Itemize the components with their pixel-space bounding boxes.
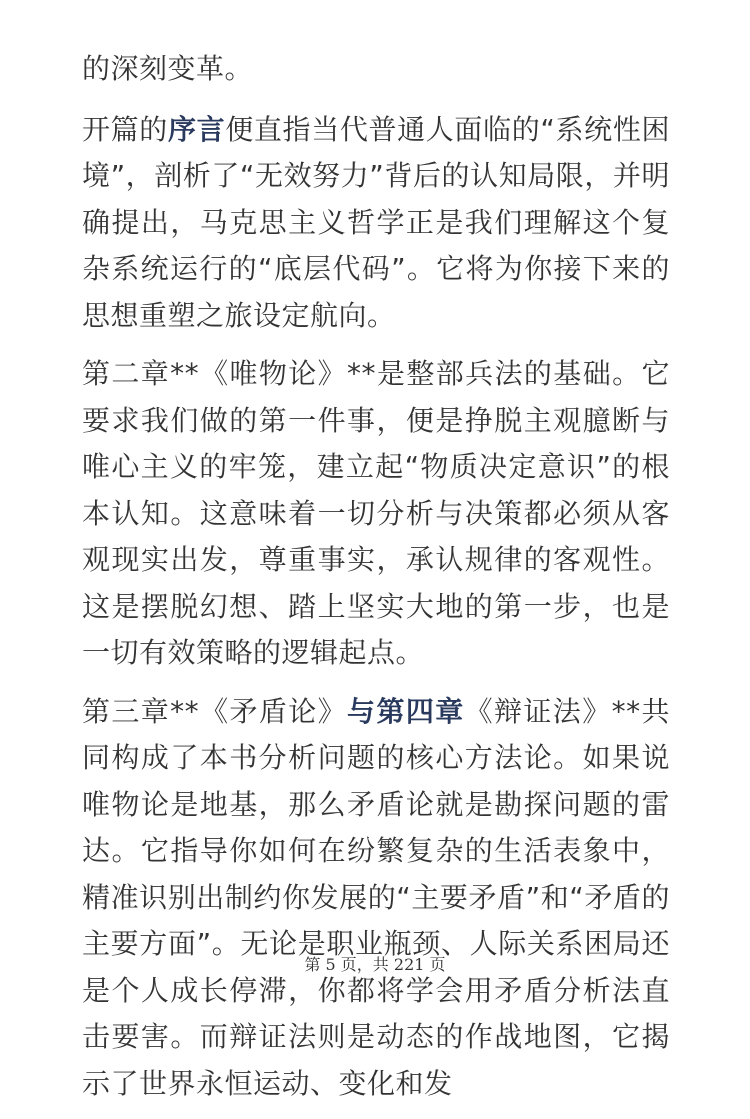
page-number-label: 第 5 页，共 221 页 — [304, 955, 446, 974]
paragraph-4 — [82, 689, 670, 1108]
page-number-footer — [0, 952, 750, 975]
paragraph-3 — [82, 351, 670, 677]
paragraph-4-post: 《辩证法》**共同构成了本书分析问题的核心方法论。如果说唯物论是地基，那么矛盾论就是勘探问题的雷达。它指导你如何在纷繁复杂的生活表象中，精准识别出制约你发展的“主要矛盾”和“矛盾的主要方面”。无论是职业瓶颈、人际关系困局还是个人成长停滞，你都将学会用矛盾分析法直击要害。而辩证法则是动态的作战地图，它揭示了世界永恒运动、变化和发 — [82, 694, 670, 1100]
paragraph-4-pre: 第三章**《矛盾论》 — [82, 694, 348, 728]
paragraph-4-bold-term: 与第四章 — [347, 694, 465, 728]
paragraph-2-bold-term: 序言 — [167, 112, 226, 146]
paragraph-1-text: 的深刻变革。 — [82, 52, 254, 85]
paragraph-2-post: 便直指当代普通人面临的“系统性困境”，剖析了“无效努力”背后的认知局限，并明确提出，马克思主义哲学正是我们理解这个复杂系统运行的“底层代码”。它将为你接下来的思想重塑之旅设定航向。 — [82, 112, 670, 332]
paragraph-2 — [82, 107, 670, 340]
paragraph-3-text: 第二章**《唯物论》**是整部兵法的基础。它要求我们做的第一件事，便是挣脱主观臆断与唯心主义的牢笼，建立起“物质决定意识”的根本认知。这意味着一切分析与决策都必须从客观现实出发，尊重事实，承认规律的客观性。这是摆脱幻想、踏上坚实大地的第一步，也是一切有效策略的逻辑起点。 — [82, 357, 670, 669]
paragraph-2-pre: 开篇的 — [82, 112, 168, 146]
paragraph-1 — [82, 46, 670, 93]
